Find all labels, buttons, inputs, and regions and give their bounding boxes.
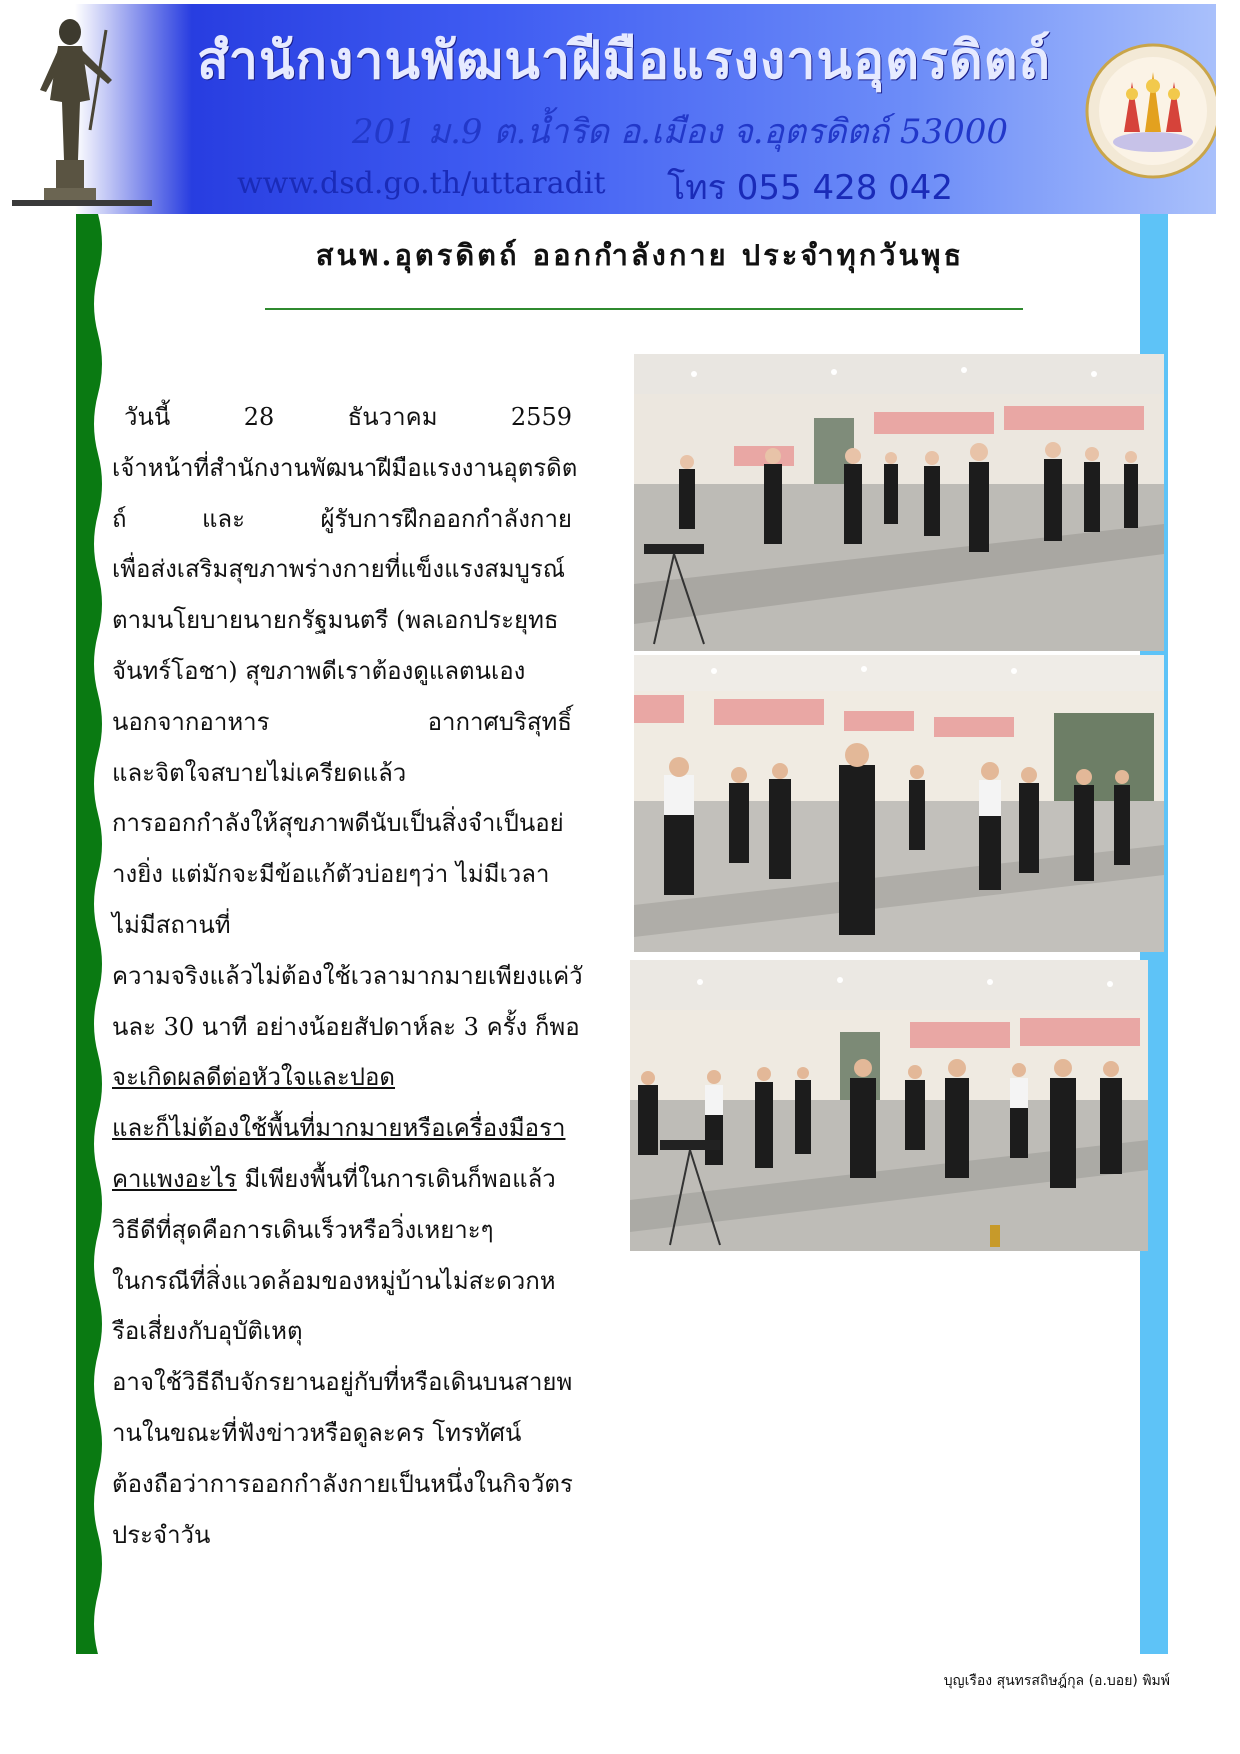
emblem-logo [1084, 42, 1216, 180]
banner-underline [12, 200, 152, 206]
banner-website[interactable]: www.dsd.go.th/uttaradit [237, 166, 606, 201]
exercise-photo-2 [634, 655, 1164, 952]
article-line: ในกรณีที่สิ่งแวดล้อมของหมู่บ้านไม่สะดวกห [112, 1266, 556, 1295]
statue-image [20, 10, 130, 210]
article-line: นละ 30 นาที อย่างน้อยสัปดาห์ละ 3 ครั้ง ก็พอ [112, 1012, 580, 1041]
article-line: ประจำวัน [112, 1520, 211, 1549]
article-line: การออกกำลังให้สุขภาพดีนับเป็นสิ่งจำเป็นอย่ [112, 809, 564, 838]
article-line: อาจใช้วิธีถีบจักรยานอยู่กับที่หรือเดินบนสายพ [112, 1368, 573, 1397]
article-line: นอกจากอาหาร อากาศบริสุทธิ์ [112, 707, 572, 736]
article-line: จันทร์โอชา) สุขภาพดีเราต้องดูแลตนเอง [112, 656, 526, 685]
headline-rule [265, 308, 1023, 310]
article-line: และจิตใจสบายไม่เครียดแล้ว [112, 758, 407, 787]
article-line: เจ้าหน้าที่สำนักงานพัฒนาฝีมือแรงงานอุตรดิต [112, 453, 578, 482]
article-line: ถ์ และ ผู้รับการฝึกออกกำลังกาย [112, 504, 572, 533]
headline: สนพ.อุตรดิตถ์ ออกกำลังกาย ประจำทุกวันพุธ [315, 238, 965, 272]
article-body [112, 392, 583, 1560]
article-line: เพื่อส่งเสริมสุขภาพร่างกายที่แข็งแรงสมบูรณ์ [112, 555, 566, 584]
banner-phone: โทร 055 428 042 [667, 168, 954, 208]
article-line: านในขณะที่ฟังข่าวหรือดูละคร โทรทัศน์ [112, 1418, 522, 1447]
article-line: วิธีดีที่สุดคือการเดินเร็วหรือวิ่งเหยาะๆ [112, 1215, 494, 1244]
banner-title: สำนักงานพัฒนาฝีมือแรงงานอุตรดิตถ์ [197, 31, 1052, 91]
article-line: ตามนโยบายนายกรัฐมนตรี (พลเอกประยุทธ [112, 606, 559, 635]
article-underlined-fragment: คาแพงอะไร [112, 1164, 237, 1193]
article-line-underlined: และก็ไม่ต้องใช้พื้นที่มากมายหรือเครื่องมือรา [112, 1114, 566, 1143]
article-line: ความจริงแล้วไม่ต้องใช้เวลามากมายเพียงแค่วั [112, 961, 583, 990]
article-line: ต้องถือว่าการออกกำลังกายเป็นหนึ่งในกิจวัตร [112, 1469, 573, 1498]
article-line: ไม่มีสถานที่ [112, 910, 231, 939]
article-line: รือเสี่ยงกับอุบัติเหตุ [112, 1317, 303, 1346]
article-line-underlined: จะเกิดผลดีต่อหัวใจและปอด [112, 1063, 396, 1092]
article-line: วันนี้ 28 ธันวาคม 2559 [124, 403, 572, 431]
footer-credit: บุญเรือง สุนทรสถิษฎ์กุล (อ.บอย) พิมพ์ [943, 1673, 1170, 1689]
exercise-photo-3 [630, 960, 1148, 1251]
left-green-border [76, 214, 106, 1654]
banner-address: 201 ม.9 ต.น้ำริด อ.เมือง จ.อุตรดิตถ์ 53000 [352, 112, 1009, 152]
header-banner [12, 4, 1216, 214]
article-fragment: มีเพียงพื้นที่ในการเดินก็พอแล้ว [236, 1164, 556, 1193]
article-line: างยิ่ง แต่มักจะมีข้อแก้ตัวบ่อยๆว่า ไม่มีเวลา [112, 860, 550, 889]
exercise-photo-1 [634, 354, 1164, 651]
article-line-mixed [112, 1154, 572, 1205]
